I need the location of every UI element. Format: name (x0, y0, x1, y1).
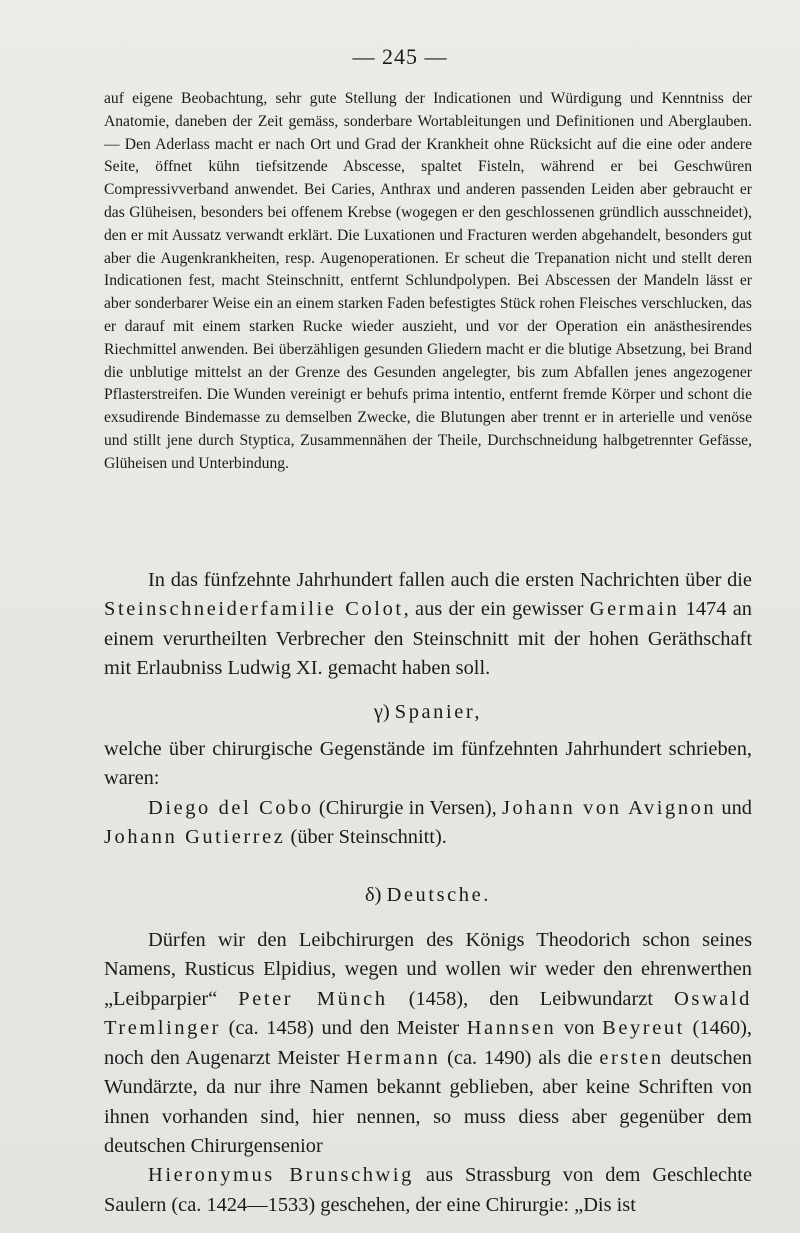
hannsen: Hannsen (466, 1017, 557, 1040)
small-paragraph: auf eigene Beobachtung, sehr gute Stellung der Indicationen und Würdigung und Kenntniss der Anatomie, daneben der Zeit gemäss, sonderbare Wortableitungen und Definitionen und Aberglauben. — Den Aderlass macht er nach Ort und Grad der Krankheit ohne Rücksicht auf die eine oder andere Seite, öffnet kühn tiefsitzende Abscesse, spaltet Fisteln, während er bei Geschwüren Compressivverband anwendet. Bei Caries, Anthrax und anderen passenden Leiden aber gebraucht er das Glüheisen, besonders bei offenem Krebse (wogegen er den geschlossenen gründlich ausschneidet), den er mit Aussatz verwandt erklärt. Die Luxationen und Fracturen werden abgehandelt, besonders gut aber die Augenkrankheiten, resp. Augenoperationen. Er scheut die Trepanation nicht und stellt deren Indicationen fest, macht Steinschnitt, entfernt Schlundpolypen. Bei Abscessen der Mandeln lässt er aber sonderbarer Weise ein an einem starken Faden befestigtes Stück rohen Fleisches verschlucken, das er darauf mit einem starken Rucke wieder auszieht, und vor der Operation ein anästhesirendes Riechmittel anwenden. Bei überzähligen gesunden Gliedern macht er die blutige Absetzung, bei Brand die unblutige mittelst an der Grenze des Gesunden angelegter, bis zum Abfallen jenes angezogener Pflasterstreifen. Die Wunden vereinigt er behufs prima intentio, entfernt fremde Körper und schont die exsudirende Bindemasse zu demselben Zwecke, die Blutungen aber trennt er in arterielle und venöse und stillt jene durch Styptica, Zusammennähen der Theile, Durchschneidung halbgetrennter Gefässe, Glüheisen und Unterbindung. (104, 90, 752, 472)
oswald-tremlinger: Oswald Tremlinger (104, 987, 752, 1040)
diego-del-cobo: Diego del Cobo (148, 796, 314, 819)
spanier-text-3: (über Steinschnitt). (285, 826, 447, 849)
johann-gutierrez: Johann Gutierrez (104, 826, 286, 849)
heading-delta-title: Deutsche. (386, 883, 491, 906)
deutsche-text-5: (1460), noch den Augenarzt Meister (104, 1017, 753, 1069)
heading-deutsche (104, 881, 752, 910)
deutsche-paragraph (104, 926, 752, 1161)
beyreut: Beyreut (602, 1017, 685, 1040)
deutsche-text-7: deutschen Wundärzte, da nur ihre Namen bekannt geblieben, aber keine Schriften von ihnen vorhanden sind, hier nennen, so muss diess aber gegenüber dem deutschen Chirurgensenior (104, 1046, 752, 1157)
germain-name: Germain (589, 598, 680, 621)
hermann: Hermann (346, 1046, 441, 1069)
spanier-text-2: und (716, 796, 752, 819)
colot-text-1: In das fünfzehnte Jahrhundert fallen auch die ersten Nachrichten über die (148, 569, 752, 591)
deutsche-text-3: (ca. 1458) und den Meister (221, 1017, 467, 1040)
spanier-text-1: (Chirurgie in Versen), (313, 796, 502, 819)
deutsche-text-1: Dürfen wir den Leibchirurgen des Königs Theodorich schon seines Namens, Rusticus Elpidius, wegen und wollen wir weder den ehrenwerthen „Leibparpier“ (104, 929, 752, 1010)
heading-gamma-mark: γ) (373, 700, 390, 723)
deutsche-text-4: von (556, 1017, 603, 1040)
small-print-section (104, 88, 752, 476)
heading-gamma-title: Spanier, (394, 700, 483, 723)
hieronymus-brunschwig: Hieronymus Brunschwig (148, 1164, 414, 1187)
ersten-emphasis: ersten (599, 1046, 664, 1069)
brunschwig-paragraph (104, 1161, 752, 1220)
colot-family-name: Steinschneiderfamilie Colot (104, 598, 404, 621)
main-text-section (104, 566, 752, 1220)
deutsche-text-2: (1458), den Leibwundarzt (387, 987, 675, 1010)
peter-muench: Peter Münch (238, 987, 388, 1010)
page-number: — 245 — (352, 44, 448, 69)
spanier-intro: welche über chirurgische Gegenstände im fünfzehnten Jahrhundert schrieben, waren: (104, 738, 752, 790)
heading-spanier (104, 698, 752, 727)
brunschwig-text-1: aus Strassburg von dem Geschlechte Saulern (ca. 1424—1533) geschehen, der eine Chirurgie: „Dis ist (104, 1164, 753, 1216)
johann-von-avignon: Johann von Avignon (501, 796, 717, 819)
spanier-list (104, 794, 752, 853)
deutsche-text-6: (ca. 1490) als die (440, 1046, 600, 1069)
colot-text-2: , aus der ein gewisser (403, 598, 590, 621)
colot-paragraph (104, 566, 752, 684)
heading-delta-mark: δ) (365, 883, 382, 906)
colot-text-3: 1474 an einem verurtheilten Verbrecher den Steinschnitt mit der hohen Geräthschaft mit Erlaubniss Ludwig XI. gemacht haben soll. (104, 598, 752, 680)
